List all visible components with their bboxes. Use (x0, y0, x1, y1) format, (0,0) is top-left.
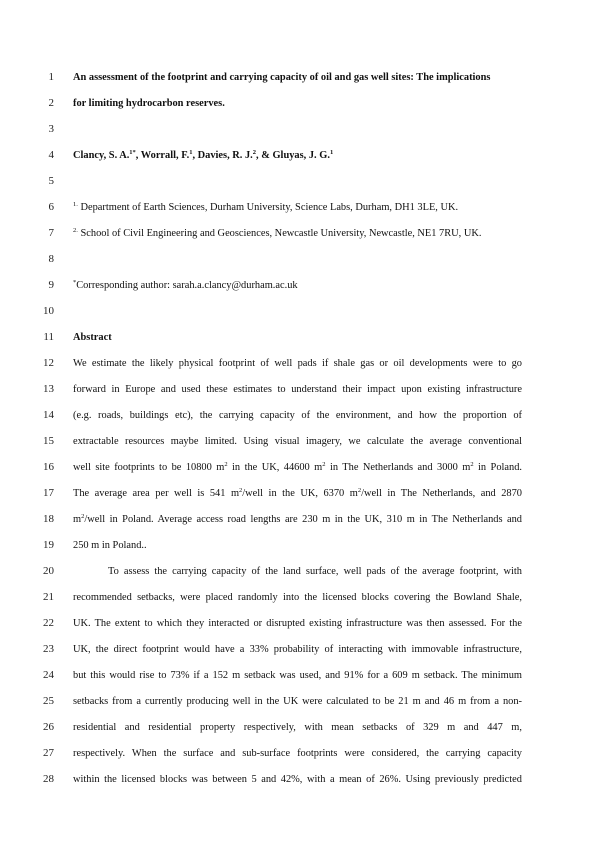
text-segment: The average area per well is 541 m (73, 488, 240, 499)
line-number: 2 (48, 97, 54, 109)
text-segment: m (73, 514, 82, 525)
superscript-2: 2 (81, 513, 85, 520)
superscript-2: 2 (470, 461, 474, 468)
author-name: , & Gluyas, J. G. (256, 150, 330, 161)
author-affiliation-mark: 1* (129, 149, 136, 156)
abstract-line: respectively. When the surface and sub-surface footprints were considered, the carrying capacity (73, 748, 522, 759)
corresponding-mark: * (73, 279, 77, 286)
line-number: 6 (48, 201, 54, 213)
abstract-line (73, 461, 522, 474)
line-number: 14 (43, 409, 54, 421)
author-name: , Davies, R. J. (192, 150, 253, 161)
line-number: 26 (43, 721, 54, 733)
line-number: 13 (43, 383, 54, 395)
affiliation-mark: 2. (73, 227, 78, 234)
text-segment: /well in Poland. Average access road lengths are 230 m in the UK, 310 m in The Netherlands and (84, 514, 522, 525)
text-segment: in the UK, 44600 m (227, 462, 323, 473)
line-number: 1 (48, 71, 54, 83)
author-affiliation-mark: 1 (189, 149, 193, 156)
line-number: 16 (43, 461, 54, 473)
abstract-line: but this would rise to 73% if a 152 m setback was used, and 91% for a 609 m setback. The minimum (73, 670, 522, 681)
line-number: 11 (43, 331, 54, 343)
author-name: Clancy, S. A. (73, 150, 130, 161)
abstract-line: within the licensed blocks was between 5 and 42%, with a mean of 26%. Using previously predicted (73, 774, 522, 785)
abstract-line: UK. The extent to which they interacted or disrupted existing infrastructure was then assessed. For the (73, 618, 522, 629)
text-segment: /well in the UK, 6370 m (242, 488, 358, 499)
line-number: 28 (43, 773, 54, 785)
abstract-line: setbacks from a currently producing well in the UK were calculated to be 21 m and 46 m from a non- (73, 696, 522, 707)
line-number: 18 (43, 513, 54, 525)
superscript-2: 2 (322, 461, 326, 468)
line-number: 8 (48, 253, 54, 265)
line-number: 10 (43, 305, 54, 317)
line-number: 4 (48, 149, 54, 161)
abstract-line: recommended setbacks, were placed randomly into the licensed blocks covering the Bowland Shale, (73, 592, 522, 603)
text-segment: in The Netherlands and 3000 m (325, 462, 471, 473)
line-number: 12 (43, 357, 54, 369)
line-number: 20 (43, 565, 54, 577)
text-segment: /well in The Netherlands, and 2870 (361, 488, 523, 499)
line-number: 15 (43, 435, 54, 447)
title-line-1: An assessment of the footprint and carrying capacity of oil and gas well sites: The implications (73, 72, 491, 83)
line-number: 9 (48, 279, 54, 291)
affiliation-1 (73, 201, 458, 214)
line-number: 25 (43, 695, 54, 707)
line-number: 22 (43, 617, 54, 629)
author-list (73, 149, 333, 162)
line-number: 23 (43, 643, 54, 655)
abstract-line: extractable resources maybe limited. Using visual imagery, we calculate the average conventional (73, 436, 522, 447)
line-number: 17 (43, 487, 54, 499)
line-number: 24 (43, 669, 54, 681)
author-affiliation-mark: 2 (252, 149, 257, 156)
abstract-line: UK, the direct footprint would have a 33% probability of interacting with immovable infrastructure, (73, 644, 522, 655)
line-number: 21 (43, 591, 54, 603)
line-number: 7 (48, 227, 54, 239)
line-number: 3 (48, 123, 54, 135)
abstract-line: residential and residential property respectively, with mean setbacks of 329 m and 447 m, (73, 722, 522, 733)
author-affiliation-mark: 1 (329, 149, 334, 156)
title-line-2: for limiting hydrocarbon reserves. (73, 98, 225, 109)
affiliation-text: School of Civil Engineering and Geosciences, Newcastle University, Newcastle, NE1 7RU, UK. (80, 228, 482, 239)
text-segment: well site footprints to be 10800 m (73, 462, 225, 473)
abstract-line: (e.g. roads, buildings etc), the carrying capacity of the environment, and how the proportion of (73, 410, 522, 421)
superscript-2: 2 (357, 487, 362, 494)
superscript-2: 2 (224, 461, 228, 468)
affiliation-2 (73, 227, 481, 240)
line-number: 5 (48, 175, 54, 187)
abstract-line: forward in Europe and used these estimates to understand their impact upon existing infrastructure (73, 384, 522, 395)
line-number: 19 (43, 539, 54, 551)
line-number: 27 (43, 747, 54, 759)
corresponding-text: Corresponding author: sarah.a.clancy@durham.ac.uk (76, 280, 298, 291)
author-name: , Worrall, F. (135, 150, 190, 161)
abstract-line (73, 487, 522, 500)
abstract-line (73, 513, 522, 526)
abstract-line: We estimate the likely physical footprint of well pads if shale gas or oil developments were to go (73, 358, 522, 369)
abstract-line: 250 m in Poland.. (73, 540, 147, 551)
abstract-line: To assess the carrying capacity of the land surface, well pads of the average footprint, with (108, 566, 522, 577)
affiliation-mark: 1. (73, 201, 78, 208)
superscript-2: 2 (239, 487, 243, 494)
abstract-heading: Abstract (73, 332, 112, 343)
corresponding-author (73, 279, 298, 292)
affiliation-text: Department of Earth Sciences, Durham University, Science Labs, Durham, DH1 3LE, UK. (80, 202, 459, 213)
text-segment: in Poland. (473, 462, 522, 473)
